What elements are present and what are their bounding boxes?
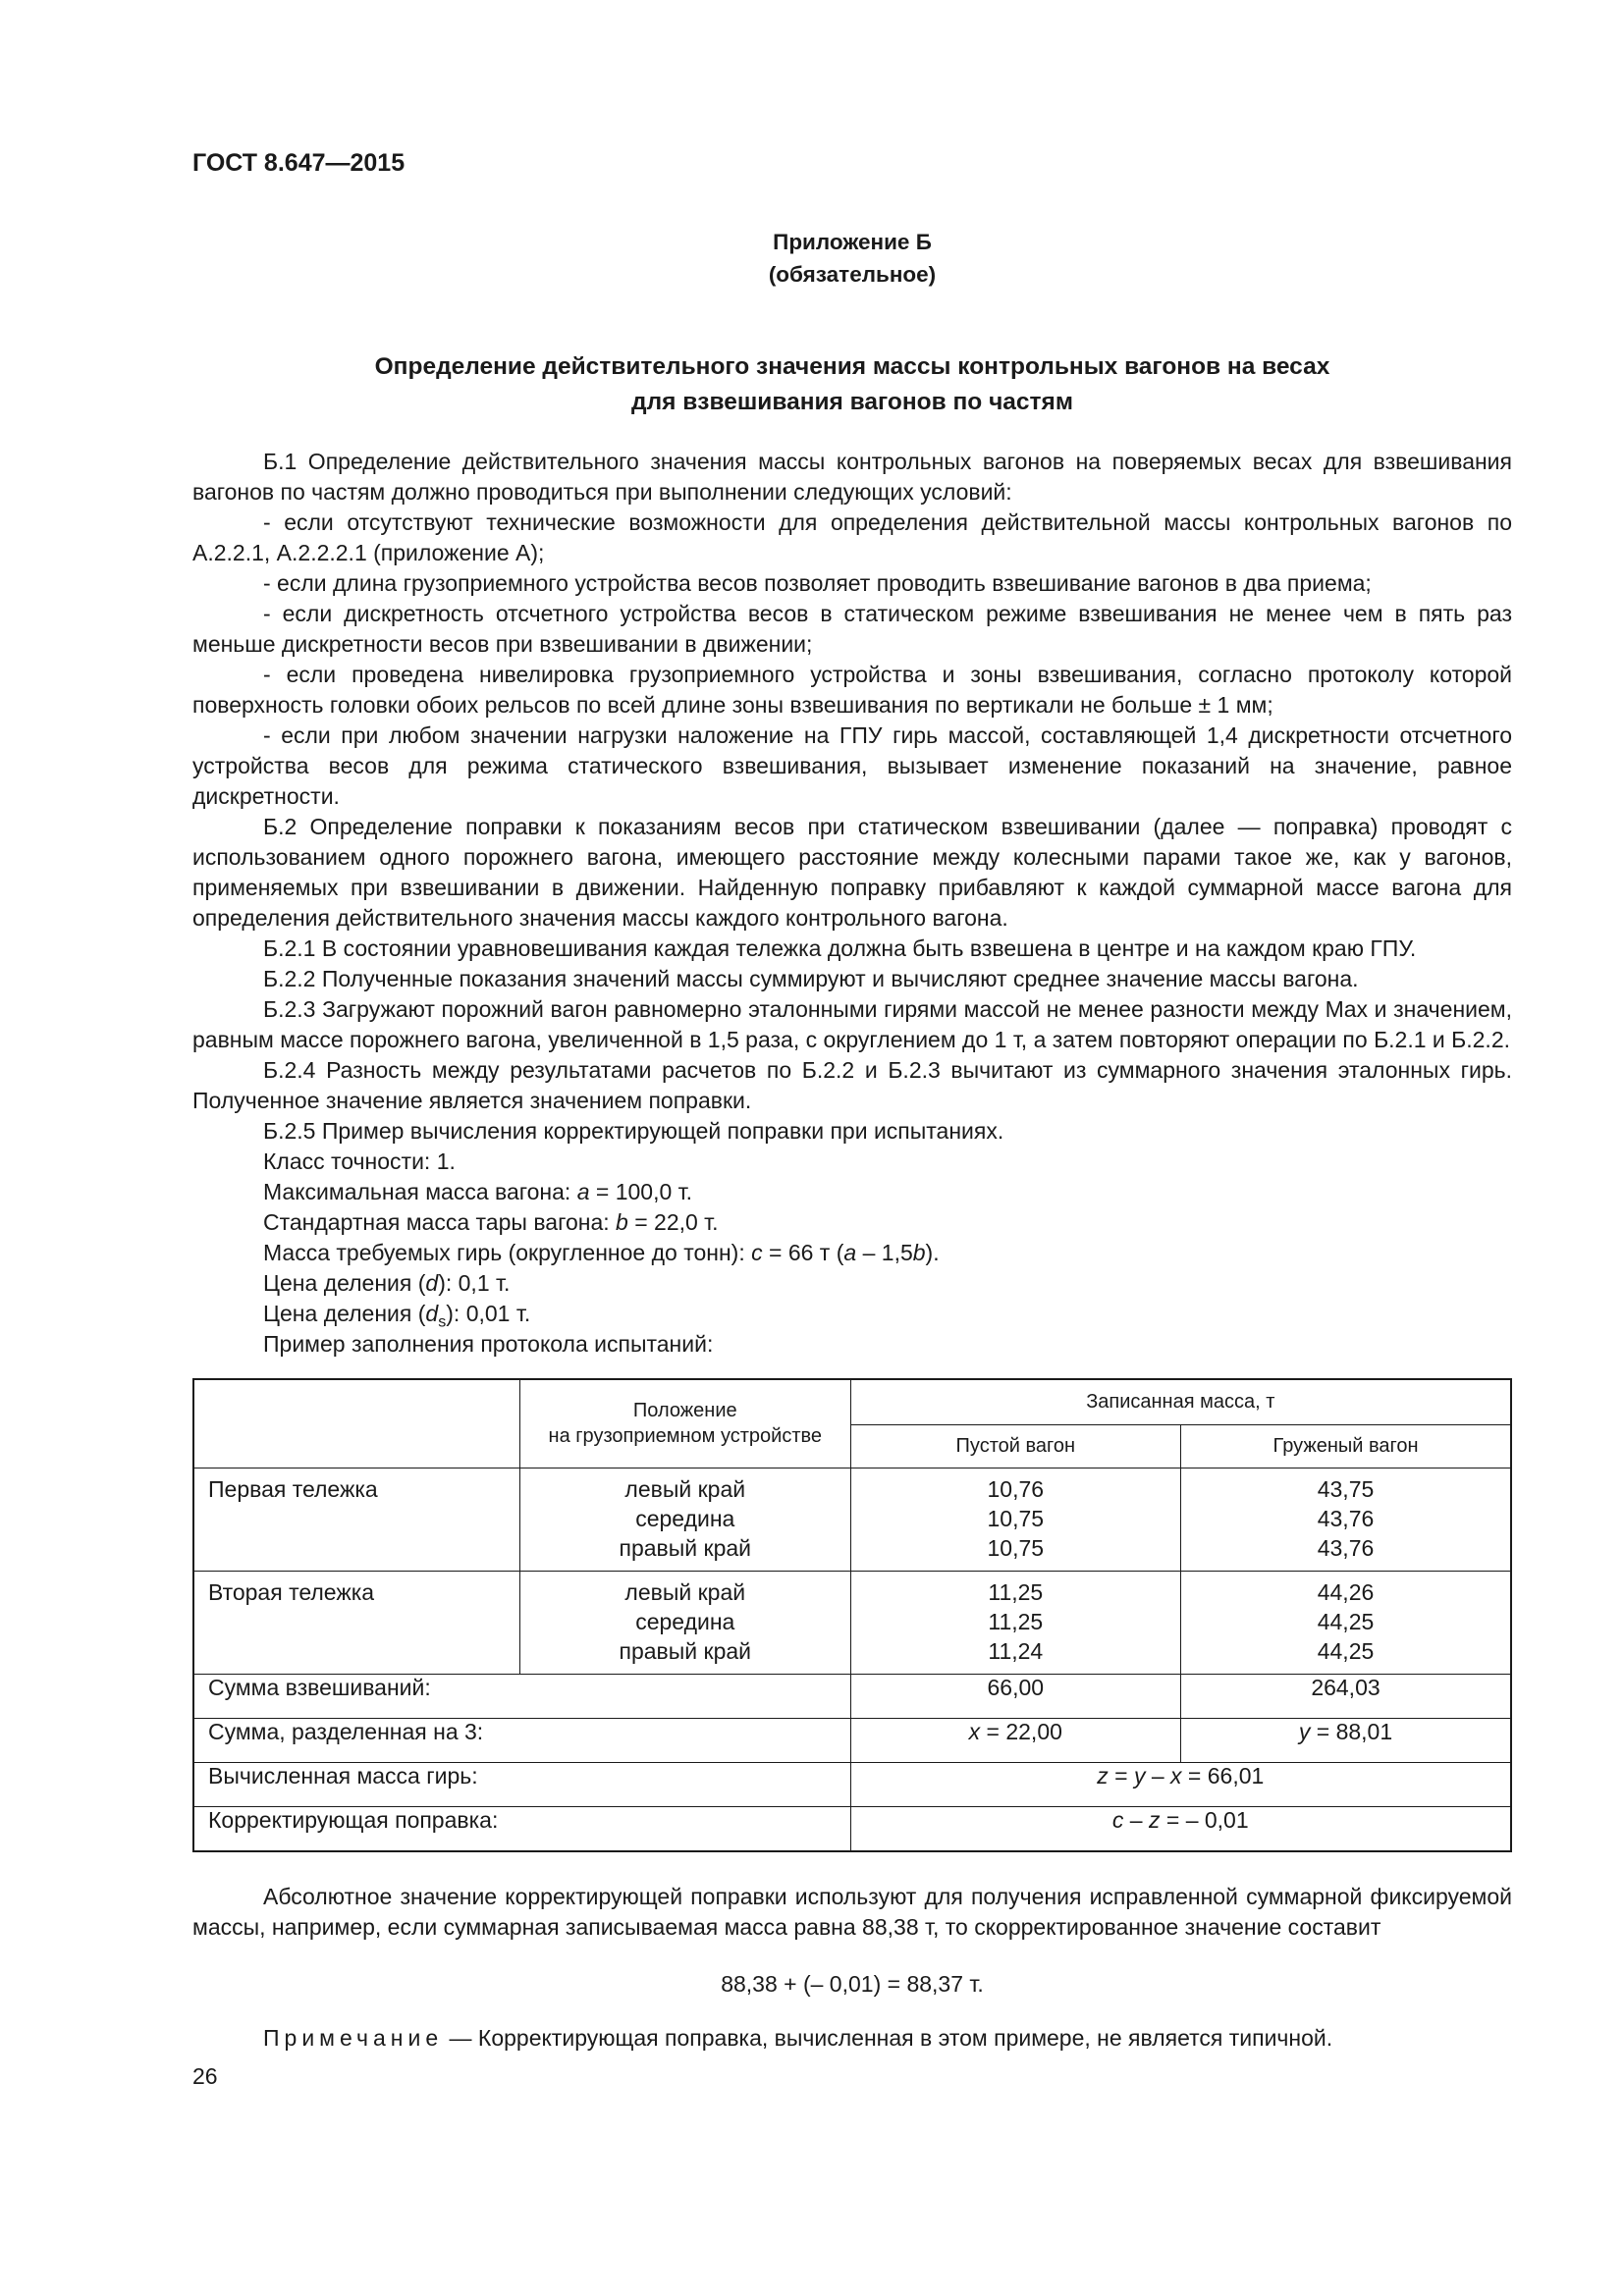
paragraph-b25: Б.2.5 Пример вычисления корректирующей поправки при испытаниях. — [263, 1118, 1004, 1144]
section-title-line-2: для взвешивания вагонов по частям — [631, 389, 1073, 415]
table-row — [193, 1806, 1511, 1851]
table-row — [193, 1468, 1511, 1571]
paragraph-b24: Б.2.4 Разность между результатами расчетов по Б.2.2 и Б.2.3 вычитают из суммарного значения эталонных гирь. Полученное значение является значением поправки. — [192, 1057, 1512, 1113]
bogie-1-loaded-values: 43,75 43,76 43,76 — [1181, 1468, 1512, 1571]
calc-weights-value: z = y – x = 66,01 — [850, 1762, 1511, 1806]
condition-2: - если длина грузоприемного устройства весов позволяет проводить взвешивание вагонов в два приема; — [263, 570, 1372, 596]
example-division-ds: Цена деления $(d_s)$: 0,01 т. — [263, 1301, 531, 1331]
bogie-1-label: Первая тележка — [193, 1468, 519, 1571]
paragraph-b21: Б.2.1 В состоянии уравновешивания каждая тележка должна быть взвешена в центре и на каждом краю ГПУ. — [263, 935, 1417, 961]
header-empty-wagon: Пустой вагон — [850, 1424, 1180, 1468]
sum-label: Сумма взвешиваний: — [193, 1674, 850, 1718]
condition-1: - если отсутствуют технические возможности для определения действительной массы контрольных вагонов по А.2.2.1, А.2.2.2.1 (приложение А); — [192, 509, 1512, 565]
table-row — [193, 1674, 1511, 1718]
bogie-2-positions: левый край середина правый край — [519, 1571, 850, 1674]
example-max-mass: Максимальная масса вагона: a = 100,0 т. — [263, 1179, 693, 1204]
correction-formula: 88,38 + (– 0,01) = 88,37 т. — [721, 1971, 984, 1997]
bogie-2-loaded-values: 44,26 44,25 44,25 — [1181, 1571, 1512, 1674]
paragraph-b22: Б.2.2 Полученные показания значений массы суммируют и вычисляют среднее значение массы вагона. — [263, 966, 1359, 991]
calc-weights-label: Вычисленная масса гирь: — [193, 1762, 850, 1806]
condition-3: - если дискретность отсчетного устройства весов в статическом режиме взвешивания не менее чем в пять раз меньше дискретности весов при взвешивании в движении; — [192, 601, 1512, 657]
header-loaded-wagon: Груженый вагон — [1181, 1424, 1512, 1468]
gost-header: ГОСТ 8.647—2015 — [192, 149, 406, 177]
absolute-value-paragraph: Абсолютное значение корректирующей поправки используют для получения исправленной суммарной фиксируемой массы, например, если суммарная записываемая масса равна 88,38 т, то скорректированное значение составит — [192, 1884, 1512, 1940]
bogie-2-empty-values: 11,25 11,25 11,24 — [850, 1571, 1180, 1674]
example-weights-mass: Масса требуемых гирь (округленное до тонн): c = 66 т (a – 1,5b). — [263, 1240, 940, 1265]
div3-loaded: y = 88,01 — [1181, 1718, 1512, 1762]
correction-value: c – z = – 0,01 — [850, 1806, 1511, 1851]
example-tare-mass: Стандартная масса тары вагона: b = 22,0 т. — [263, 1209, 719, 1235]
paragraph-b2: Б.2 Определение поправки к показаниям весов при статическом взвешивании (далее — поправка) проводят с использованием одного порожнего вагона, имеющего расстояние между колесными парами такое же, как у вагонов, применяемых при взвешивании в движении. Найденную поправку прибавляют к каждой суммарной массе вагона для определения действительного значения массы каждого контрольного вагона. — [192, 814, 1512, 931]
div3-label: Сумма, разделенная на 3: — [193, 1718, 850, 1762]
paragraph-b23: Б.2.3 Загружают порожний вагон равномерно эталонными гирями массой не менее разности между Max и значением, равным массе порожнего вагона, увеличенной в 1,5 раза, с округлением до 1 т, а затем повторяют операции по Б.2.1 и Б.2.2. — [192, 996, 1512, 1052]
appendix-title: Приложение Б — [773, 230, 932, 254]
header-empty-cell — [193, 1379, 519, 1468]
table-row — [193, 1762, 1511, 1806]
correction-label: Корректирующая поправка: — [193, 1806, 850, 1851]
appendix-status: (обязательное) — [768, 262, 937, 287]
condition-4: - если проведена нивелировка грузоприемного устройства и зоны взвешивания, согласно протоколу которой поверхность головки обоих рельсов по всей длине зоны взвешивания по вертикали не больше ± 1 мм; — [192, 662, 1512, 718]
after-table-text — [192, 1882, 1512, 1943]
example-division-d: Цена деления (d): 0,1 т. — [263, 1270, 511, 1296]
example-accuracy: Класс точности: 1. — [263, 1148, 456, 1174]
header-recorded-mass: Записанная масса, т — [850, 1379, 1511, 1424]
body-text — [192, 447, 1512, 1360]
section-title-line-1: Определение действительного значения массы контрольных вагонов на весах — [374, 353, 1330, 380]
paragraph-b1: Б.1 Определение действительного значения массы контрольных вагонов на поверяемых весах для взвешивания вагонов по частям должно проводиться при выполнении следующих условий: — [192, 449, 1512, 505]
appendix-heading — [192, 226, 1512, 291]
bogie-1-positions: левый край середина правый край — [519, 1468, 850, 1571]
condition-5: - если при любом значении нагрузки наложение на ГПУ гирь массой, составляющей 1,4 дискретности отсчетного устройства весов для режима статического взвешивания, вызывает изменение показаний на значение, равное дискретности. — [192, 722, 1512, 809]
table-row — [193, 1718, 1511, 1762]
table-row — [193, 1571, 1511, 1674]
sum-loaded: 264,03 — [1181, 1674, 1512, 1718]
test-protocol-table — [192, 1378, 1512, 1852]
bogie-1-empty-values: 10,76 10,75 10,75 — [850, 1468, 1180, 1571]
sum-empty: 66,00 — [850, 1674, 1180, 1718]
section-title — [192, 349, 1512, 420]
header-position: Положение на грузоприемном устройстве — [519, 1379, 850, 1468]
note-label: Примечание — [263, 2025, 444, 2051]
note-text: — Корректирующая поправка, вычисленная в этом примере, не является типичной. — [443, 2025, 1333, 2051]
example-protocol-intro: Пример заполнения протокола испытаний: — [263, 1331, 714, 1357]
div3-empty: x = 22,00 — [850, 1718, 1180, 1762]
page-number: 26 — [192, 2063, 218, 2089]
bogie-2-label: Вторая тележка — [193, 1571, 519, 1674]
note — [263, 2025, 1332, 2052]
